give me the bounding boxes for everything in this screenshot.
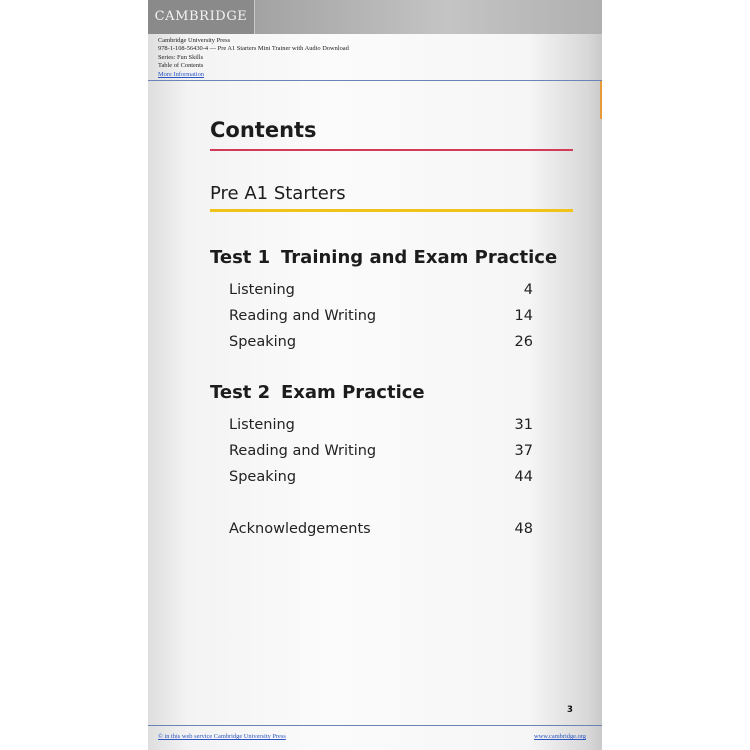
toc-entry-label: Speaking xyxy=(229,469,297,485)
document-page xyxy=(148,0,602,750)
isbn-title-line: 978-1-108-56430-4 — Pre A1 Starters Mini Trainer with Audio Download xyxy=(158,45,349,53)
toc-entry-label: Acknowledgements xyxy=(229,521,371,537)
toc-entry[interactable] xyxy=(229,469,533,489)
cambridge-logo: CAMBRIDGE xyxy=(148,0,255,34)
section-line: Table of Contents xyxy=(158,62,204,70)
more-information-link[interactable]: More Information xyxy=(158,70,204,78)
toc-entry-label: Reading and Writing xyxy=(229,308,377,324)
subtitle-rule xyxy=(210,209,573,212)
test-1-heading xyxy=(210,247,557,268)
toc-entry-page: 31 xyxy=(514,417,533,433)
toc-entry-page: 44 xyxy=(514,469,533,485)
publisher-line: Cambridge University Press xyxy=(158,37,231,44)
series-line: Series: Fun Skills xyxy=(158,53,204,61)
page-number: 3 xyxy=(567,705,573,715)
contents-title: Contents xyxy=(210,118,317,142)
toc-entry-page: 4 xyxy=(523,282,533,298)
toc-entry[interactable] xyxy=(229,443,533,463)
toc-entry[interactable] xyxy=(229,282,533,302)
toc-entry-page: 26 xyxy=(514,334,533,350)
toc-entry-label: Speaking xyxy=(229,334,297,350)
test-2-heading xyxy=(210,382,425,403)
toc-entry-page: 37 xyxy=(514,443,533,459)
toc-entry-label: Listening xyxy=(229,282,295,298)
title-rule xyxy=(210,149,573,151)
toc-entry-acknowledgements[interactable] xyxy=(229,521,533,541)
toc-entry[interactable] xyxy=(229,308,533,328)
test-number: Test 2 xyxy=(210,382,271,403)
header-divider xyxy=(148,80,602,81)
toc-entry-page: 48 xyxy=(514,521,533,537)
page-edge-tab xyxy=(600,81,602,119)
level-subtitle: Pre A1 Starters xyxy=(210,183,346,204)
toc-entry-page: 14 xyxy=(514,308,533,324)
test-name: Training and Exam Practice xyxy=(281,247,558,268)
test-name: Exam Practice xyxy=(281,382,425,403)
footer-divider xyxy=(148,725,602,726)
toc-entry-label: Reading and Writing xyxy=(229,443,377,459)
header-bar xyxy=(148,0,602,34)
toc-entry[interactable] xyxy=(229,334,533,354)
toc-entry-label: Listening xyxy=(229,417,295,433)
toc-entry[interactable] xyxy=(229,417,533,437)
test-number: Test 1 xyxy=(210,247,271,268)
copyright-link[interactable]: © in this web service Cambridge University Press xyxy=(158,733,286,740)
header-metadata xyxy=(158,37,349,79)
website-link[interactable]: www.cambridge.org xyxy=(534,733,586,740)
